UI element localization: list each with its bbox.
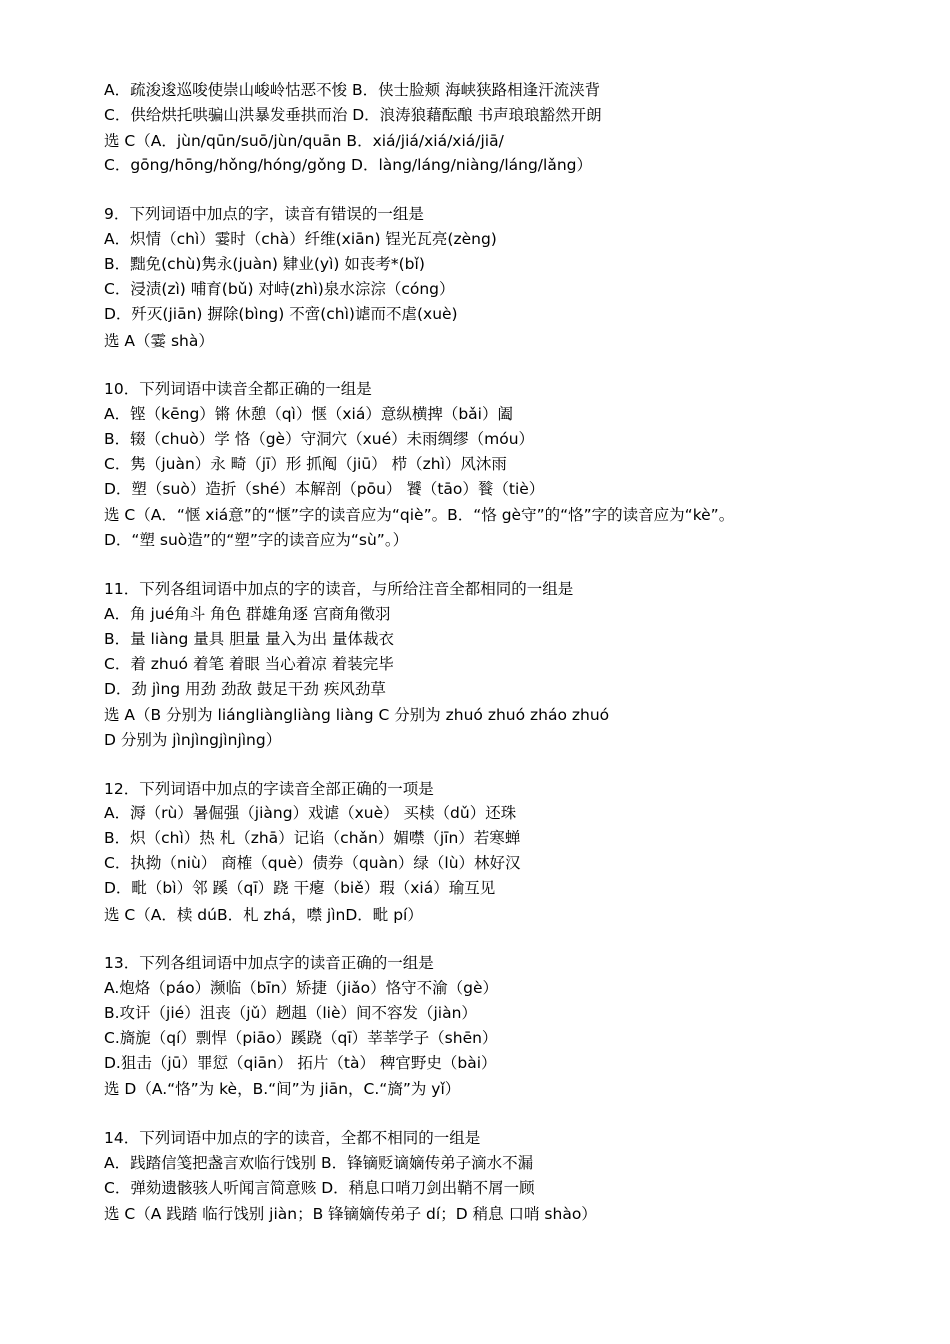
option-line: C．隽（juàn）永 畸（jī）形 抓阄（jiū） 栉（zhì）风沐雨 [104,455,507,473]
question-heading: 10．下列词语中读音全都正确的一组是 [104,380,372,398]
question-heading: 13．下列各组词语中加点字的读音正确的一组是 [104,954,434,972]
question-heading: 14．下列词语中加点的字的读音，全都不相同的一组是 [104,1129,481,1147]
option-line: A.炮烙（páo）濒临（bīn）矫捷（jiǎo）恪守不渝（gè） [104,979,499,997]
question-heading: 11．下列各组词语中加点的字的读音，与所给注音全都相同的一组是 [104,580,574,598]
option-line: C．执拗（niù） 商榷（què）债券（quàn）绿（lù）林好汉 [104,854,521,872]
answer-line: D．“塑 suò造”的“塑”字的读音应为“sù”。） [104,531,409,549]
option-line: B．辍（chuò）学 恪（gè）守洞穴（xué）未雨绸缪（móu） [104,430,535,448]
text-line: C．gōng/hōng/hǒng/hóng/gǒng D．làng/láng/niàng/láng/lǎng） [104,156,593,174]
answer-line: 选 A（B 分别为 liángliàngliàng liàng C 分别为 zhuó zhuó zháo zhuó [104,706,610,724]
option-line: C．弹劾遗骸骇人听闻言简意赅 D．稍息口哨刀剑出鞘不屑一顾 [104,1179,535,1197]
answer-line: 选 D（A.“恪”为 kè，B.“间”为 jiān，C.“旖”为 yǐ） [104,1080,461,1098]
option-line: B．黜免(chù)隽永(juàn) 肄业(yì) 如丧考*(bǐ) [104,255,425,273]
answer-line: D 分别为 jìnjìngjìnjìng） [104,731,282,749]
option-line: A．铿（kēng）锵 休憩（qì）惬（xiá）意纵横捭（bǎi）阖 [104,405,513,423]
option-line: A．炽情（chì）霎时（chà）纤维(xiān) 锃光瓦亮(zèng) [104,230,497,248]
answer-line: 选 C（A．椟 dúB．札 zhá，噤 jìnD．毗 pí） [104,906,423,924]
option-line: A．践踏信笺把盏言欢临行饯别 B．锋镝贬谪嫡传弟子滴水不漏 [104,1154,534,1172]
option-line: A．溽（rù）暑倔强（jiàng）戏谑（xuè） 买椟（dǔ）还珠 [104,804,517,822]
text-line: A．疏浚逡巡唆使崇山峻岭怙恶不悛 B．侠士脸颊 海峡狭路相逢汗流浃背 [104,81,601,99]
option-line: C.旖旎（qí）剽悍（piāo）蹊跷（qī）莘莘学子（shēn） [104,1029,498,1047]
option-line: B．炽（chì）热 札（zhā）记谄（chǎn）媚噤（jīn）若寒蝉 [104,829,521,847]
option-line: D．塑（suò）造折（shé）本解剖（pōu） 饕（tāo）餮（tiè） [104,480,545,498]
answer-line: 选 C（A 践踏 临行饯别 jiàn；B 锋镝嫡传弟子 dí；D 稍息 口哨 shào） [104,1205,597,1223]
option-line: C．浸渍(zì) 哺育(bǔ) 对峙(zhì)泉水淙淙（cóng） [104,280,455,298]
option-line: D．毗（bì）邻 蹊（qī）跷 干瘪（biě）瑕（xiá）瑜互见 [104,879,496,897]
text-line: 选 C（A．jùn/qūn/suō/jùn/quān B．xiá/jiá/xiá/xiá/jiā/ [104,132,504,150]
question-heading: 12．下列词语中加点的字读音全部正确的一项是 [104,780,434,798]
option-line: C．着 zhuó 着笔 着眼 当心着凉 着装完毕 [104,655,394,673]
option-line: B．量 liàng 量具 胆量 量入为出 量体裁衣 [104,630,395,648]
option-line: D.狙击（jū）罪愆（qiān） 拓片（tà） 稗官野史（bài） [104,1054,497,1072]
question-heading: 9．下列词语中加点的字，读音有错误的一组是 [104,205,424,223]
option-line: A．角 jué角斗 角色 群雄角逐 宫商角徵羽 [104,605,391,623]
answer-line: 选 A（霎 shà） [104,332,214,350]
option-line: D．劲 jìng 用劲 劲敌 鼓足干劲 疾风劲草 [104,680,386,698]
option-line: D．歼灭(jiān) 摒除(bìng) 不啻(chì)谑而不虐(xuè) [104,305,458,323]
answer-line: 选 C（A．“惬 xiá意”的“惬”字的读音应为“qiè”。B．“恪 gè守”的“恪”字的读音应为“kè”。 [104,506,735,524]
text-line: C．供给烘托哄骗山洪暴发垂拱而治 D．浪涛狼藉酝酿 书声琅琅豁然开朗 [104,106,602,124]
option-line: B.攻讦（jié）沮丧（jǔ）趔趄（liè）间不容发（jiàn） [104,1004,477,1022]
